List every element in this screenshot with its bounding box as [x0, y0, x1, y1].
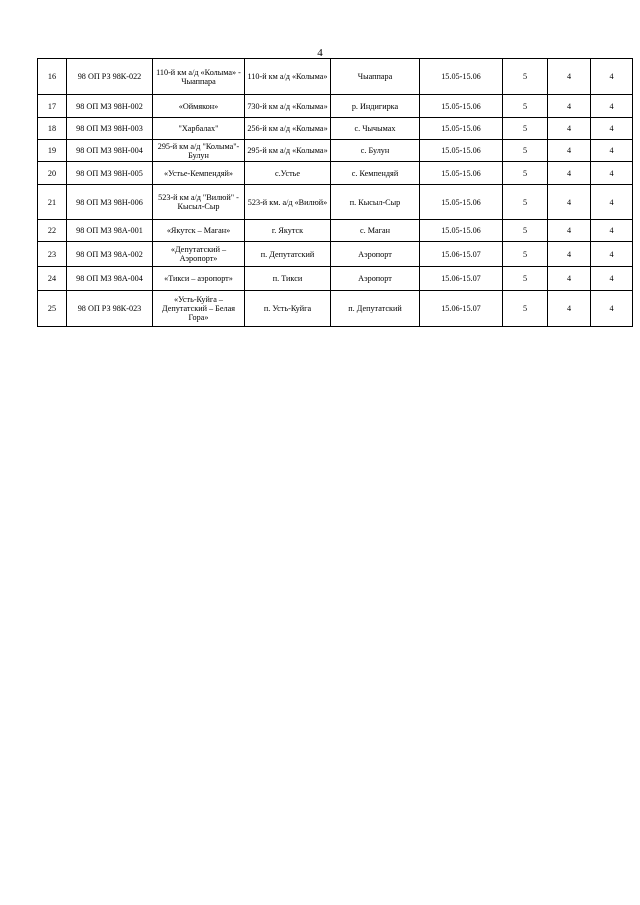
value-a-cell: 5 — [503, 95, 548, 118]
row-number-cell: 24 — [38, 267, 67, 291]
value-a-cell: 5 — [503, 140, 548, 162]
road-code-cell: 98 ОП МЗ 98Н-005 — [67, 162, 153, 185]
value-c-cell: 4 — [591, 220, 633, 242]
row-number-cell: 20 — [38, 162, 67, 185]
section-start-cell: 730-й км а/д «Колыма» — [245, 95, 331, 118]
value-b-cell: 4 — [548, 140, 591, 162]
road-name-cell: «Оймякон» — [153, 95, 245, 118]
road-name-cell: 295-й км а/д "Колыма"- Булун — [153, 140, 245, 162]
value-a-cell: 5 — [503, 291, 548, 327]
value-c-cell: 4 — [591, 242, 633, 267]
period-cell: 15.06-15.07 — [420, 242, 503, 267]
road-code-cell: 98 ОП МЗ 98Н-003 — [67, 118, 153, 140]
value-c-cell: 4 — [591, 59, 633, 95]
period-cell: 15.05-15.06 — [420, 118, 503, 140]
section-end-cell: п. Кысыл-Сыр — [331, 185, 420, 220]
value-b-cell: 4 — [548, 162, 591, 185]
section-start-cell: 295-й км а/д «Колыма» — [245, 140, 331, 162]
road-name-cell: «Устье-Кемпендяй» — [153, 162, 245, 185]
value-b-cell: 4 — [548, 242, 591, 267]
value-a-cell: 5 — [503, 162, 548, 185]
section-end-cell: с. Чычымах — [331, 118, 420, 140]
row-number-cell: 19 — [38, 140, 67, 162]
value-b-cell: 4 — [548, 267, 591, 291]
table-row — [38, 242, 633, 267]
road-name-cell: 110-й км а/д «Колыма» - Чыаппара — [153, 59, 245, 95]
value-b-cell: 4 — [548, 220, 591, 242]
table-row — [38, 185, 633, 220]
road-name-cell: "Харбалах" — [153, 118, 245, 140]
page-number: 4 — [317, 47, 323, 59]
table-row — [38, 267, 633, 291]
section-end-cell: с. Кемпендяй — [331, 162, 420, 185]
section-start-cell: 523-й км. а/д «Вилюй» — [245, 185, 331, 220]
road-code-cell: 98 ОП МЗ 98А-004 — [67, 267, 153, 291]
section-start-cell: 256-й км а/д «Колыма» — [245, 118, 331, 140]
value-c-cell: 4 — [591, 95, 633, 118]
road-name-cell: 523-й км а/д "Вилюй" - Кысыл-Сыр — [153, 185, 245, 220]
value-b-cell: 4 — [548, 59, 591, 95]
section-start-cell: с.Устье — [245, 162, 331, 185]
value-c-cell: 4 — [591, 267, 633, 291]
value-c-cell: 4 — [591, 185, 633, 220]
value-c-cell: 4 — [591, 291, 633, 327]
period-cell: 15.05-15.06 — [420, 59, 503, 95]
period-cell: 15.05-15.06 — [420, 185, 503, 220]
road-code-cell: 98 ОП МЗ 98А-001 — [67, 220, 153, 242]
section-end-cell: с. Маган — [331, 220, 420, 242]
section-end-cell: Чыаппара — [331, 59, 420, 95]
section-start-cell: п. Усть-Куйга — [245, 291, 331, 327]
table-row — [38, 95, 633, 118]
value-b-cell: 4 — [548, 291, 591, 327]
table-row — [38, 291, 633, 327]
road-name-cell: «Депутатский – Аэропорт» — [153, 242, 245, 267]
value-a-cell: 5 — [503, 267, 548, 291]
section-end-cell: п. Депутатский — [331, 291, 420, 327]
value-c-cell: 4 — [591, 118, 633, 140]
road-code-cell: 98 ОП МЗ 98Н-006 — [67, 185, 153, 220]
table-row — [38, 59, 633, 95]
section-start-cell: п. Депутатский — [245, 242, 331, 267]
row-number-cell: 23 — [38, 242, 67, 267]
period-cell: 15.05-15.06 — [420, 162, 503, 185]
value-c-cell: 4 — [591, 162, 633, 185]
section-start-cell: 110-й км а/д «Колыма» — [245, 59, 331, 95]
table-row — [38, 118, 633, 140]
row-number-cell: 22 — [38, 220, 67, 242]
value-b-cell: 4 — [548, 185, 591, 220]
road-code-cell: 98 ОП РЗ 98К-023 — [67, 291, 153, 327]
value-a-cell: 5 — [503, 242, 548, 267]
road-code-cell: 98 ОП РЗ 98К-022 — [67, 59, 153, 95]
row-number-cell: 17 — [38, 95, 67, 118]
period-cell: 15.06-15.07 — [420, 291, 503, 327]
section-start-cell: п. Тикси — [245, 267, 331, 291]
value-a-cell: 5 — [503, 185, 548, 220]
value-a-cell: 5 — [503, 118, 548, 140]
value-a-cell: 5 — [503, 220, 548, 242]
row-number-cell: 16 — [38, 59, 67, 95]
period-cell: 15.05-15.06 — [420, 140, 503, 162]
road-name-cell: «Усть-Куйга – Депутатский – Белая Гора» — [153, 291, 245, 327]
section-end-cell: Аэропорт — [331, 267, 420, 291]
road-code-cell: 98 ОП МЗ 98Н-004 — [67, 140, 153, 162]
period-cell: 15.06-15.07 — [420, 267, 503, 291]
road-name-cell: «Якутск – Маган» — [153, 220, 245, 242]
table-row — [38, 220, 633, 242]
value-a-cell: 5 — [503, 59, 548, 95]
period-cell: 15.05-15.06 — [420, 95, 503, 118]
section-end-cell: р. Индигирка — [331, 95, 420, 118]
period-cell: 15.05-15.06 — [420, 220, 503, 242]
value-b-cell: 4 — [548, 118, 591, 140]
value-b-cell: 4 — [548, 95, 591, 118]
section-end-cell: Аэропорт — [331, 242, 420, 267]
row-number-cell: 18 — [38, 118, 67, 140]
row-number-cell: 25 — [38, 291, 67, 327]
road-restrictions-table — [37, 58, 633, 327]
road-code-cell: 98 ОП МЗ 98Н-002 — [67, 95, 153, 118]
table-row — [38, 140, 633, 162]
row-number-cell: 21 — [38, 185, 67, 220]
road-code-cell: 98 ОП МЗ 98А-002 — [67, 242, 153, 267]
section-end-cell: с. Булун — [331, 140, 420, 162]
road-name-cell: «Тикси – аэропорт» — [153, 267, 245, 291]
section-start-cell: г. Якутск — [245, 220, 331, 242]
table-row — [38, 162, 633, 185]
value-c-cell: 4 — [591, 140, 633, 162]
